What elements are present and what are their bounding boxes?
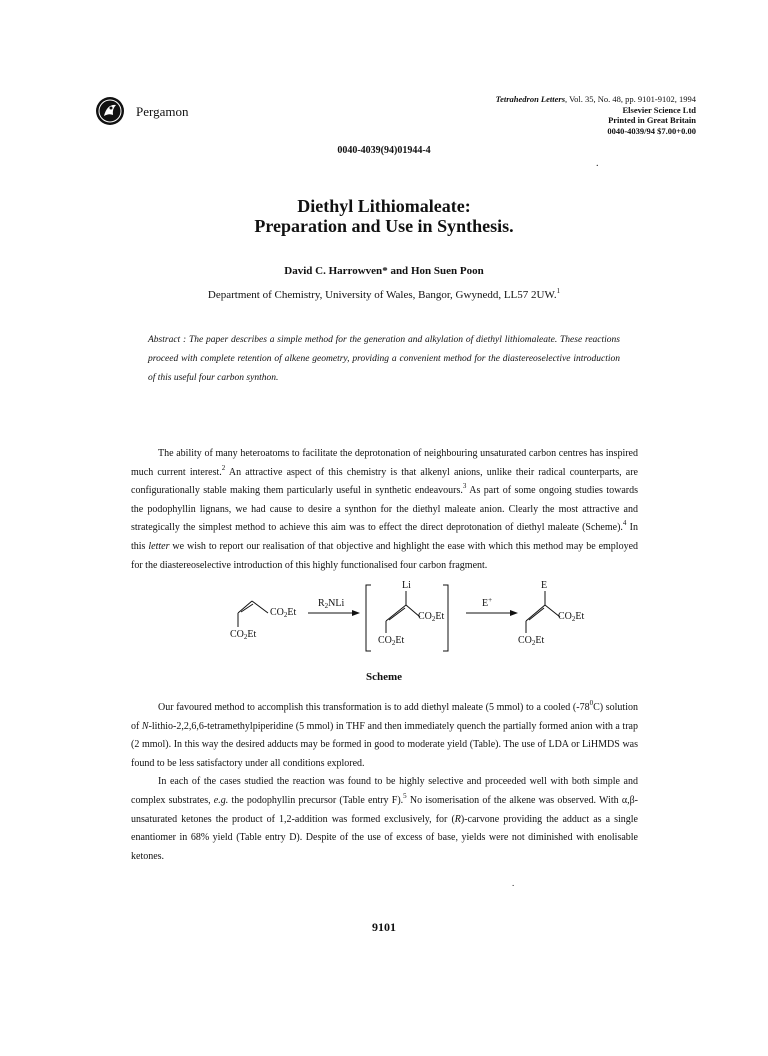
affiliation-ref: 1: [556, 287, 561, 295]
pergamon-logo-icon: [95, 96, 125, 126]
journal-volume-pages: , Vol. 35, No. 48, pp. 9101-9102, 1994: [565, 94, 696, 104]
lithium-label: Li: [402, 580, 411, 591]
title-line-1: Diethyl Lithiomaleate:: [297, 196, 471, 216]
ref-3: 3: [462, 482, 467, 491]
author-conjunction: and: [387, 265, 411, 277]
journal-line-4: 0040-4039/94 $7.00+0.00: [607, 125, 696, 136]
journal-info: [496, 94, 696, 136]
ester-label-6: $CO_2Et$: [518, 635, 545, 647]
corresponding-mark: *: [382, 265, 388, 277]
reagent-label: $R_2NLi$: [318, 598, 345, 610]
arrow-1-head: [352, 610, 360, 616]
ester-label-2: $CO_2Et$: [230, 629, 257, 641]
paragraph-3: In each of the cases studied the reaction was found to be highly selective and proceeded well with both simple and complex substrates, e.g. the podophyllin precursor (Table entry F).$^5$ No isomerisation of the alkene was observed. With α,β-unsaturated ketones the product of 1,2-addition was formed exclusively, for (R)-carvone providing the adduct as a single enantiomer in 68% yield (Table entry D). Despite of the use of excess of base, yields were not diminished with enolisable ketones.: [131, 776, 638, 862]
author-2: Hon Suen Poon: [410, 265, 484, 277]
paragraph-1: The ability of many heteroatoms to facilitate the deprotonation of neighbouring unsaturated carbon centres has inspired much current interest.$^2$ An attractive aspect of this chemistry is that alkenyl anions, unlike their radical counterparts, are configurationally stable making them particularly useful in synthetic endeavours.$^3$ As part of some ongoing studies towards the podophyllin lignans, we had cause to desire a synthon for the diethyl maleate anion. Clearly the most attractive and strategically the simplest method to achieve this aim was to effect the direct deprotonation of diethyl maleate (Scheme).$^4$ In this letter we wish to report our realisation of that objective and highlight the ease with which this method may be employed for the diastereoselective introduction of this highly functionalised four carbon fragment.: [131, 448, 639, 571]
paragraph-2: Our favoured method to accomplish this transformation is to add diethyl maleate (5 mmol) to a cooled $(-78^0C)$ solution of N-lithio-2,2,6,6-tetramethylpiperidine (5 mmol) in THF and then immediately quench the partially formed anion with a trap (2 mmol). In this way the desired adducts may be formed in good to moderate yield (Table). The use of LDA or LiHMDS was found to be less satisfactory under all conditions explored.: [131, 699, 638, 769]
article-doi: 0040-4039(94)01944-4: [337, 145, 431, 156]
ref-4: 4: [622, 519, 627, 528]
lithiomaleate-structure: [386, 591, 420, 633]
authors: [0, 265, 768, 277]
ref-2: 2: [221, 463, 226, 472]
bracket-left: [366, 585, 371, 651]
page-number: 9101: [372, 920, 396, 934]
body-main: [131, 699, 638, 866]
abstract: Abstract : The paper describes a simple method for the generation and alkylation of diethyl lithiomaleate. These reactions proceed with complete retention of alkene geometry, providing a convenient method for the diastereoselective introduction of this useful four carbon synthon.: [148, 335, 620, 383]
ester-label-4: $CO_2Et$: [378, 635, 405, 647]
author-1: David C. Harrowven: [284, 265, 383, 277]
ester-label-5: $CO_2Et$: [558, 611, 585, 623]
journal-citation: [496, 94, 696, 105]
electrophile-label: E+: [482, 596, 493, 609]
speck-mark-2: .: [512, 878, 515, 888]
body-intro: [131, 445, 638, 575]
reaction-scheme: [228, 575, 588, 665]
scheme-caption: Scheme: [365, 671, 403, 683]
ester-label-3: $CO_2Et$: [418, 611, 445, 623]
ester-label-1: $CO_2Et$: [270, 607, 297, 619]
diethyl-maleate-structure: [238, 601, 268, 627]
journal-line-3: Printed in Great Britain: [608, 115, 696, 125]
arrow-2-head: [510, 610, 518, 616]
journal-line-2: Elsevier Science Ltd: [622, 104, 696, 115]
journal-name: Tetrahedron Letters: [495, 94, 566, 104]
title-line-2: Preparation and Use in Synthesis.: [254, 216, 514, 236]
affiliation-text: Department of Chemistry, University of Wales, Bangor, Gwynedd, LL57 2UW.: [207, 289, 557, 301]
publisher-name: Pergamon: [136, 104, 189, 119]
degree-mark: 0: [589, 699, 594, 707]
product-structure: [526, 591, 560, 633]
ref-5: 5: [403, 791, 407, 800]
electrophile-substituent: E: [541, 580, 548, 591]
speck-mark: .: [596, 158, 599, 169]
affiliation: [0, 289, 768, 301]
